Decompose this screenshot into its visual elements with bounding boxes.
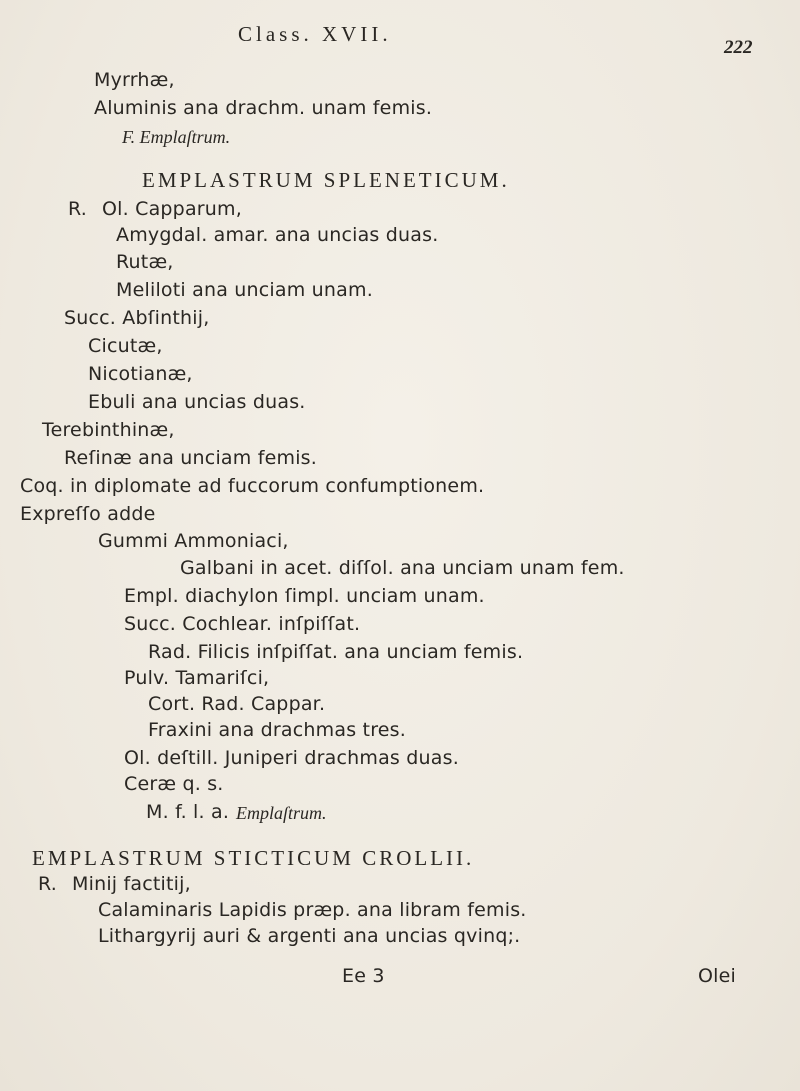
text-line: M. f. l. a. <box>146 801 230 823</box>
text-line: Emplaſtrum. <box>236 803 327 823</box>
recipe-marker: R. <box>68 198 87 220</box>
text-line: Ceræ q. s. <box>124 773 224 795</box>
text-line: Ol. deſtill. Juniperi drachmas duas. <box>124 747 459 769</box>
text-line: Cicutæ, <box>88 335 163 357</box>
text-line: Gummi Ammoniaci, <box>98 530 289 552</box>
text-line: Ol. Capparum, <box>102 198 242 220</box>
page-number: 222 <box>724 37 753 58</box>
text-line: Expreſſo adde <box>20 503 156 525</box>
text-line: Aluminis ana drachm. unam femis. <box>94 97 433 119</box>
text-line: Coq. in diplomate ad fuccorum confumptionem. <box>20 475 485 497</box>
catchword: Olei <box>698 965 737 987</box>
text-line: Lithargyrij auri & argenti ana uncias qvinq;. <box>98 925 521 947</box>
text-line: Pulv. Tamariſci, <box>124 667 270 689</box>
text-line: Fraxini ana drachmas tres. <box>148 719 407 741</box>
text-line: Myrrhæ, <box>94 69 175 91</box>
text-line: Calaminaris Lapidis præp. ana libram femis. <box>98 899 527 921</box>
running-title: Class. XVII. <box>238 22 392 46</box>
text-line: Rutæ, <box>116 251 174 273</box>
recipe-marker: R. <box>38 873 57 895</box>
section-heading: EMPLASTRUM STICTICUM CROLLII. <box>32 846 475 870</box>
text-line: Ebuli ana uncias duas. <box>88 391 306 413</box>
text-line: Meliloti ana unciam unam. <box>116 279 373 301</box>
text-line: Succ. Abſinthij, <box>64 307 210 329</box>
text-line: Minij factitij, <box>72 873 191 895</box>
text-line: Reſinæ ana unciam femis. <box>64 447 318 469</box>
signature-mark: Ee 3 <box>342 965 385 987</box>
text-line: Nicotianæ, <box>88 363 193 385</box>
text-line: Galbani in acet. diſſol. ana unciam unam fem. <box>180 557 625 579</box>
text-line: Amygdal. amar. ana uncias duas. <box>116 224 439 246</box>
section-heading: EMPLASTRUM SPLENETICUM. <box>142 168 510 192</box>
text-line: Cort. Rad. Cappar. <box>148 693 326 715</box>
text-line: Succ. Cochlear. inſpiſſat. <box>124 613 361 635</box>
text-line: Terebinthinæ, <box>42 419 175 441</box>
text-line: F. Emplaſtrum. <box>122 127 231 147</box>
text-line: Rad. Filicis inſpiſſat. ana unciam femis. <box>148 641 524 663</box>
text-line: Empl. diachylon ſimpl. unciam unam. <box>124 585 485 607</box>
